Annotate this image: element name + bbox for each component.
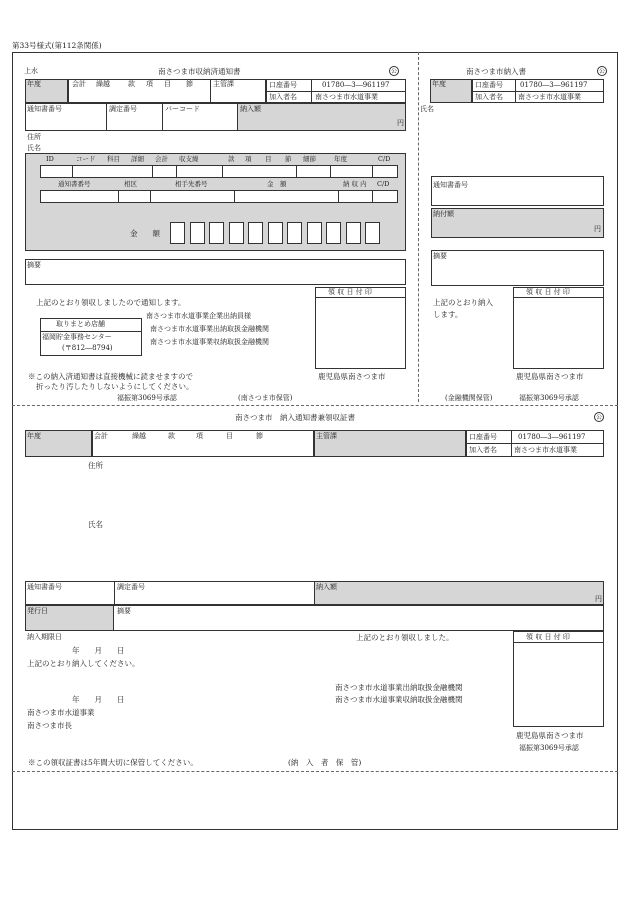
- amount-digit-box: [307, 222, 322, 244]
- slip-payment-label: 納付額: [433, 210, 454, 218]
- slip-notice-line-1: 上記のとおり納入: [433, 298, 493, 307]
- bottom-title: 南さつま市 納入通知書兼領収証書: [235, 413, 355, 422]
- divider: [162, 103, 163, 131]
- name-label: 氏名: [27, 144, 41, 152]
- payment-amount-cell: [237, 103, 406, 131]
- grid-revenue-label: 収支繰: [179, 155, 199, 163]
- amount-digit-box: [209, 222, 224, 244]
- divider: [266, 91, 406, 92]
- slip-approval-label: 福振第3069号承認: [519, 394, 579, 402]
- subscriber-label: 加入者名: [269, 93, 297, 101]
- grid-saisetsu-label: 細節: [303, 155, 316, 163]
- bottom-city-footer: 鹿児島県南さつま市: [516, 731, 584, 740]
- store-name: 福岡貯金事務センター: [42, 333, 112, 341]
- bottom-approval-label: 福振第3069号承認: [519, 744, 579, 752]
- address-label: 住所: [27, 133, 41, 141]
- store-zip: (〒812―8794): [62, 344, 113, 352]
- account-no-value: 01780―3―961197: [322, 81, 390, 89]
- receipt-stamp-box: [315, 287, 406, 369]
- grid-partner-no-label: 相手先番号: [175, 180, 208, 188]
- divider: [372, 190, 373, 203]
- official-seal-icon: 公: [595, 414, 602, 421]
- grid-cd2-label: C/D: [377, 180, 390, 188]
- bottom-account-label: 会計: [94, 432, 108, 440]
- grid-area-label: 相区: [124, 180, 137, 188]
- divider: [106, 103, 107, 131]
- bottom-year-label: 年度: [27, 432, 41, 440]
- bottom-name-label: 氏名: [88, 520, 103, 529]
- bottom-remarks-label: 摘要: [117, 607, 131, 615]
- bottom-setsu-label: 節: [256, 432, 263, 440]
- bottom-account-cell: [92, 430, 314, 457]
- amount-digit-box: [365, 222, 380, 244]
- assessment-no-label: 調定番号: [109, 105, 137, 113]
- perforation-vertical: [418, 52, 419, 402]
- divider: [315, 297, 406, 298]
- slip-subscriber-label: 加入者名: [475, 93, 503, 101]
- bottom-issue-ymd: 年 月 日: [72, 695, 125, 704]
- amount-digit-box: [326, 222, 341, 244]
- payment-amount-label: 納入額: [240, 105, 261, 113]
- divider: [114, 581, 115, 605]
- divider: [152, 165, 153, 178]
- slip-payment-box: [431, 208, 604, 238]
- remarks-label: 摘要: [27, 261, 41, 269]
- slip-name-label: 氏名: [420, 105, 434, 113]
- bottom-receipt-stamp-label: 領 収 日 付 印: [526, 633, 570, 641]
- grid-detail-label: 詳細: [131, 155, 144, 163]
- bottom-issuer-2: 南さつま市長: [27, 721, 72, 730]
- bottom-address-label: 住所: [88, 461, 103, 470]
- grid-account-label: 会計: [155, 155, 168, 163]
- divider: [466, 443, 604, 444]
- year-label: 年度: [27, 80, 41, 88]
- account-no-label: 口座番号: [269, 81, 297, 89]
- form-number: 第33号様式(第112条関係): [12, 41, 102, 50]
- receipt-stamp-label: 領 収 日 付 印: [328, 288, 372, 296]
- bottom-deadline-label: 納入期限日: [27, 633, 62, 641]
- bottom-institution-2: 南さつま市水道事業収納取扱金融機関: [335, 695, 463, 704]
- slip-receipt-stamp-label: 領 収 日 付 印: [526, 288, 570, 296]
- bottom-payment-cell: [314, 581, 604, 605]
- bottom-yen-label: 円: [595, 595, 602, 603]
- slip-notice-no-label: 通知書番号: [433, 181, 468, 189]
- amount-digit-box: [248, 222, 263, 244]
- divider: [511, 430, 512, 457]
- amount-digit-box: [229, 222, 244, 244]
- slip-city-footer: 鹿児島県南さつま市: [516, 372, 584, 381]
- storage-label: (南さつま市保管): [238, 394, 293, 402]
- bottom-receipt-stamp-box: [513, 631, 604, 727]
- bottom-deadline-date: 年 月 日: [72, 646, 125, 655]
- divider: [118, 190, 119, 203]
- slip-year-label: 年度: [432, 80, 446, 88]
- divider: [515, 79, 516, 103]
- water-label: 上水: [24, 67, 38, 75]
- grid-year-label: 年度: [334, 155, 347, 163]
- store-label: 取りまとめ店舗: [56, 320, 105, 328]
- bottom-dept-label: 主管課: [316, 432, 337, 440]
- bottom-caution: ※この領収証書は5年間大切に保管してください。: [28, 758, 198, 767]
- amount-digit-box: [190, 222, 205, 244]
- perforation-bottom: [12, 771, 618, 772]
- divider: [176, 165, 177, 178]
- grid-breakdown-label: 納 収 内: [343, 180, 367, 188]
- official-seal-icon: 公: [390, 68, 397, 75]
- notice-no-label: 通知書番号: [27, 105, 62, 113]
- approval-label: 福振第3069号承認: [117, 394, 177, 402]
- slip-remarks-box: [431, 250, 604, 286]
- divider: [338, 190, 339, 203]
- barcode-label: バーコード: [165, 105, 200, 113]
- carryover-label: 繰越: [96, 80, 110, 88]
- city-footer: 鹿児島県南さつま市: [318, 372, 386, 381]
- grid-k-label: 款: [228, 155, 235, 163]
- bottom-storage-label: (納 入 者 保 管): [288, 758, 362, 767]
- bottom-pay-request: 上記のとおり納入してください。: [27, 659, 140, 668]
- divider: [40, 331, 142, 332]
- grid-code-row: [40, 165, 398, 178]
- bottom-ko-label: 項: [196, 432, 203, 440]
- divider: [222, 165, 223, 178]
- grid-cd-label: C/D: [378, 155, 391, 163]
- grid-amount-label: 金 額: [267, 180, 287, 188]
- divider: [72, 165, 73, 178]
- yen-label: 円: [397, 119, 404, 127]
- bottom-assessment-no-label: 調定番号: [117, 583, 145, 591]
- divider: [311, 79, 312, 103]
- item3-label: 目: [164, 80, 171, 88]
- divider: [296, 165, 297, 178]
- slip-storage-label: (金融機関保管): [445, 394, 493, 402]
- bottom-received-text: 上記のとおり領収しました。: [356, 633, 454, 642]
- bottom-carryover-label: 繰越: [132, 432, 146, 440]
- divider: [513, 297, 604, 298]
- notice-text: 上記のとおり領収しましたので通知します。: [36, 298, 186, 307]
- bottom-subscriber-value: 南さつま市水道事業: [514, 446, 577, 454]
- amount-digit-box: [170, 222, 185, 244]
- grid-notice-no-label: 通知書番号: [58, 180, 91, 188]
- recipient-1: 南さつま市水道事業企業出納員様: [146, 312, 251, 320]
- slip-yen-label: 円: [594, 225, 601, 233]
- amount-digit-box: [268, 222, 283, 244]
- bottom-moku-label: 目: [226, 432, 233, 440]
- item4-label: 節: [186, 80, 193, 88]
- divider: [330, 165, 331, 178]
- bottom-account-no-label: 口座番号: [469, 433, 497, 441]
- slip-receipt-stamp-box: [513, 287, 604, 369]
- slip-subscriber-value: 南さつま市水道事業: [518, 93, 581, 101]
- item2-label: 項: [146, 80, 153, 88]
- slip-title: 南さつま市納入書: [466, 67, 526, 76]
- grid-moku-label: 目: [265, 155, 272, 163]
- item-label: 款: [128, 80, 135, 88]
- grid-code-label: コード: [76, 155, 96, 163]
- grid-notice-row: [40, 190, 398, 203]
- remarks-box: [25, 259, 406, 285]
- bottom-issuer-1: 南さつま市水道事業: [27, 708, 95, 717]
- grid-ko-label: 項: [245, 155, 252, 163]
- section-title: 南さつま市収納済通知書: [158, 67, 241, 76]
- slip-account-no-label: 口座番号: [475, 81, 503, 89]
- grid-setsu-label: 節: [285, 155, 292, 163]
- bottom-institution-1: 南さつま市水道事業出納取扱金融機関: [335, 683, 463, 692]
- recipient-3: 南さつま市水道事業収納取扱金融機関: [150, 338, 269, 346]
- slip-notice-line-2: します。: [433, 310, 463, 319]
- grid-subject-label: 科目: [107, 155, 120, 163]
- bottom-account-no-value: 01780―3―961197: [518, 433, 586, 441]
- divider: [234, 190, 235, 203]
- slip-remarks-label: 摘要: [433, 252, 447, 260]
- slip-account-no-value: 01780―3―961197: [520, 81, 588, 89]
- amount-digit-box: [346, 222, 361, 244]
- subscriber-value: 南さつま市水道事業: [315, 93, 378, 101]
- bottom-notice-no-label: 通知書番号: [27, 583, 62, 591]
- dept-label: 主管課: [213, 80, 234, 88]
- divider: [472, 91, 604, 92]
- amount-digit-box: [287, 222, 302, 244]
- account-label: 会計: [72, 80, 86, 88]
- bottom-subscriber-label: 加入者名: [469, 446, 497, 454]
- grid-id-label: ID: [46, 155, 54, 163]
- caution-line-1: ※この納入済通知書は直接機械に読ませますので: [28, 372, 193, 381]
- bottom-issue-date-label: 発行日: [27, 607, 48, 615]
- caution-line-2: 折ったり汚したりしないようにしてください。: [36, 382, 194, 391]
- recipient-2: 南さつま市水道事業出納取扱金融機関: [150, 325, 269, 333]
- perforation-horizontal: [12, 405, 618, 406]
- divider: [210, 79, 211, 103]
- bottom-payment-label: 納入額: [316, 583, 337, 591]
- divider: [513, 642, 604, 643]
- official-seal-icon: 公: [598, 68, 605, 75]
- divider: [150, 190, 151, 203]
- bottom-k-label: 款: [168, 432, 175, 440]
- amount-label: 金 額: [130, 229, 160, 238]
- divider: [372, 165, 373, 178]
